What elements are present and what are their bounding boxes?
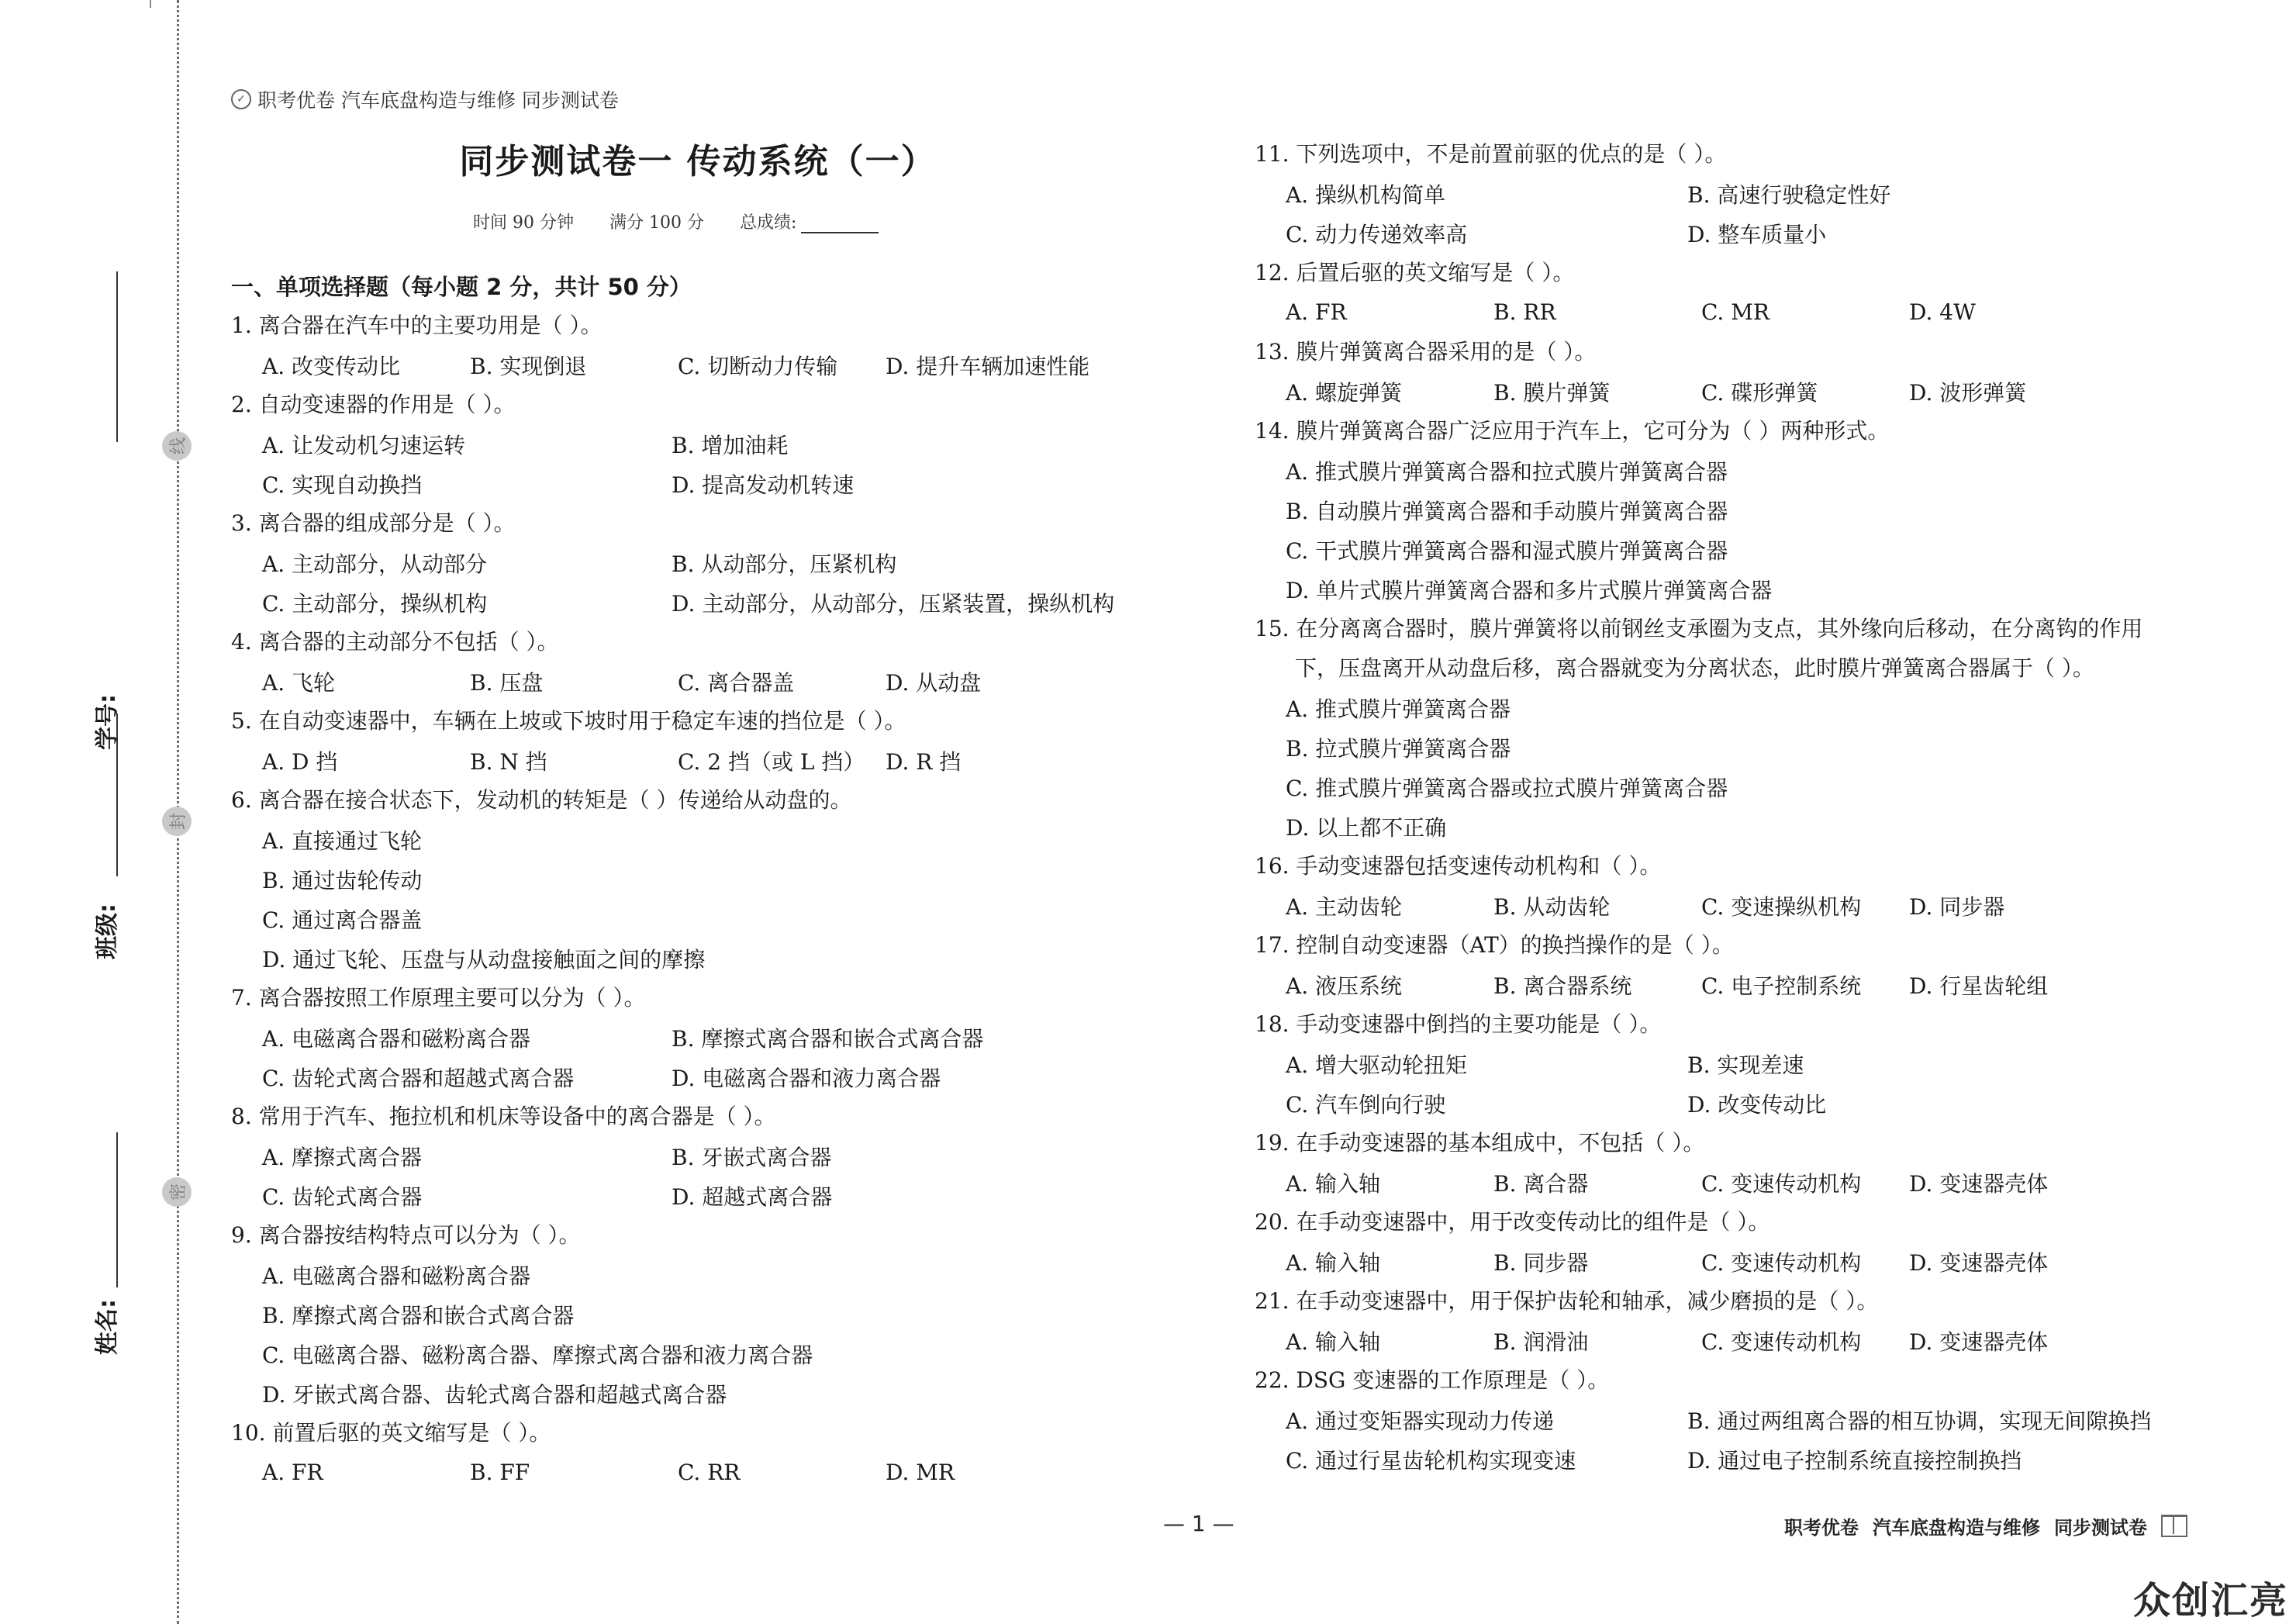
option-row <box>1255 1321 2185 1360</box>
exam-time: 时间 90 分钟 <box>473 213 574 233</box>
question-stem: 20. 在手动变速器中，用于改变传动比的组件是（ ）。 <box>1255 1209 1770 1235</box>
answer-option[interactable]: C. 电磁离合器、磁粉离合器、摩擦式离合器和液力离合器 <box>262 1342 813 1368</box>
question-stem: 9. 离合器按结构特点可以分为（ ）。 <box>231 1222 581 1248</box>
answer-option[interactable]: B. 同步器 <box>1493 1249 1589 1276</box>
option-row <box>231 543 1185 582</box>
answer-option[interactable]: B. N 挡 <box>470 748 547 775</box>
answer-option[interactable]: A. 推式膜片弹簧离合器和拉式膜片弹簧离合器 <box>1286 458 1728 485</box>
option-row <box>231 464 1185 503</box>
answer-option[interactable]: C. 2 挡（或 L 挡） <box>678 748 865 775</box>
question-block <box>1255 253 2185 332</box>
answer-option[interactable]: C. 动力传递效率高 <box>1286 221 1468 247</box>
answer-option[interactable]: D. 从动盘 <box>886 669 982 696</box>
option-row <box>1255 451 2185 490</box>
answer-option[interactable]: B. 摩擦式离合器和嵌合式离合器 <box>672 1025 984 1052</box>
option-row <box>231 1334 1185 1373</box>
answer-option[interactable]: A. D 挡 <box>262 748 338 775</box>
footer-brand-left: 职考优卷 <box>1784 1517 1859 1539</box>
student-id-underline <box>116 271 118 442</box>
book-icon <box>2161 1515 2187 1537</box>
option-row <box>1255 1439 2185 1479</box>
option-row <box>1255 213 2185 253</box>
answer-option[interactable]: D. 同步器 <box>1909 893 2005 920</box>
answer-option[interactable]: C. 电子控制系统 <box>1701 973 1862 999</box>
question-stem: 11. 下列选项中，不是前置前驱的优点的是（ ）。 <box>1255 141 1727 167</box>
question-block <box>1255 609 2185 846</box>
answer-option[interactable]: D. 整车质量小 <box>1687 221 1827 247</box>
question-block <box>231 1215 1185 1413</box>
question-stem: 15. 在分离离合器时，膜片弹簧将以前钢丝支承圈为支点，其外缘向后移动，在分离钩的作用下，压盘离开从动盘后移，离合器就变为分离状态，此时膜片弹簧离合器属于（ ）。 <box>1255 616 2143 681</box>
answer-option[interactable]: C. 变速操纵机构 <box>1701 893 1862 920</box>
answer-option[interactable]: B. 摩擦式离合器和嵌合式离合器 <box>262 1302 575 1329</box>
answer-option[interactable]: A. 电磁离合器和磁粉离合器 <box>262 1025 531 1052</box>
option-row <box>231 820 1185 859</box>
answer-option[interactable]: D. 牙嵌式离合器、齿轮式离合器和超越式离合器 <box>262 1381 727 1408</box>
answer-option[interactable]: A. 摩擦式离合器 <box>262 1144 423 1170</box>
answer-option[interactable]: D. 电磁离合器和液力离合器 <box>672 1065 941 1091</box>
answer-option[interactable]: C. 通过行星齿轮机构实现变速 <box>1286 1447 1576 1474</box>
option-row <box>231 662 1185 701</box>
binding-mark-mi: 密 <box>162 1177 192 1207</box>
answer-option[interactable]: D. 通过电子控制系统直接控制换挡 <box>1687 1447 2022 1474</box>
name-underline <box>116 1132 118 1287</box>
answer-option[interactable]: B. 压盘 <box>470 669 544 696</box>
question-stem: 1. 离合器在汽车中的主要功用是（ ）。 <box>231 313 602 338</box>
binding-mark-xian: 线 <box>162 431 192 461</box>
option-row <box>1255 1400 2185 1439</box>
option-row <box>231 1453 1185 1492</box>
option-row <box>1255 371 2185 411</box>
answer-option[interactable]: D. 主动部分，从动部分，压紧装置，操纵机构 <box>672 590 1115 617</box>
answer-option[interactable]: A. 主动部分，从动部分 <box>262 551 488 577</box>
answer-option[interactable]: A. 通过变矩器实现动力传递 <box>1286 1408 1555 1434</box>
answer-option[interactable]: A. 输入轴 <box>1286 1249 1381 1276</box>
question-block <box>1255 134 2185 253</box>
question-stem: 13. 膜片弹簧离合器采用的是（ ）。 <box>1255 339 1597 365</box>
answer-option[interactable]: C. 变速传动机构 <box>1701 1329 1862 1355</box>
option-row <box>231 1373 1185 1413</box>
option-row <box>1255 1044 2185 1083</box>
right-question-column <box>1255 134 2185 1479</box>
option-row <box>231 938 1185 978</box>
answer-option[interactable]: A. 改变传动比 <box>262 353 401 379</box>
answer-option[interactable]: B. RR <box>1493 299 1556 325</box>
option-row <box>231 1057 1185 1097</box>
answer-option[interactable]: D. MR <box>886 1460 955 1485</box>
question-stem: 2. 自动变速器的作用是（ ）。 <box>231 392 516 417</box>
question-block <box>231 978 1185 1097</box>
option-row <box>1255 569 2185 609</box>
class-underline <box>116 714 118 876</box>
answer-option[interactable]: B. 牙嵌式离合器 <box>672 1144 832 1170</box>
paper-meta <box>473 209 879 233</box>
question-stem: 8. 常用于汽车、拖拉机和机床等设备中的离合器是（ ）。 <box>231 1104 776 1129</box>
question-block <box>231 780 1185 978</box>
footer-brand-mid: 汽车底盘构造与维修 <box>1873 1517 2040 1539</box>
question-block <box>1255 1360 2185 1479</box>
option-row <box>231 424 1185 464</box>
answer-option[interactable]: A. FR <box>262 1460 323 1485</box>
option-row <box>231 1176 1185 1215</box>
answer-option[interactable]: C. RR <box>678 1460 741 1485</box>
question-block <box>231 503 1185 622</box>
question-stem: 16. 手动变速器包括变速传动机构和（ ）。 <box>1255 853 1662 879</box>
question-block <box>1255 1004 2185 1123</box>
page-number: — 1 — <box>1163 1511 1234 1536</box>
footer-brand <box>1784 1512 2187 1539</box>
question-stem: 19. 在手动变速器的基本组成中，不包括（ ）。 <box>1255 1130 1705 1156</box>
question-stem: 22. DSG 变速器的工作原理是（ ）。 <box>1255 1367 1610 1393</box>
answer-option[interactable]: A. 螺旋弹簧 <box>1286 379 1403 406</box>
option-row <box>231 1255 1185 1294</box>
question-stem: 21. 在手动变速器中，用于保护齿轮和轴承，减少磨损的是（ ）。 <box>1255 1288 1879 1314</box>
answer-option[interactable]: C. 齿轮式离合器和超越式离合器 <box>262 1065 575 1091</box>
question-block <box>1255 925 2185 1004</box>
answer-option[interactable]: D. 超越式离合器 <box>672 1183 833 1210</box>
margin-tick <box>150 0 151 8</box>
answer-option[interactable]: D. 提高发动机转速 <box>672 472 855 498</box>
question-block <box>231 385 1185 503</box>
answer-option[interactable]: A. 飞轮 <box>262 669 336 696</box>
question-block <box>231 701 1185 780</box>
option-row <box>1255 886 2185 925</box>
left-question-column <box>231 306 1185 1492</box>
answer-option[interactable]: B. 通过两组离合器的相互协调，实现无间隙换挡 <box>1687 1408 2152 1434</box>
header-brand <box>231 85 619 113</box>
answer-option[interactable]: C. 主动部分，操纵机构 <box>262 590 488 617</box>
answer-option[interactable]: B. 高速行驶稳定性好 <box>1687 181 1891 208</box>
header-brand-text: 职考优卷 汽车底盘构造与维修 同步测试卷 <box>257 89 619 112</box>
option-row <box>1255 767 2185 807</box>
option-row <box>231 1018 1185 1057</box>
answer-option[interactable]: B. 拉式膜片弹簧离合器 <box>1286 735 1511 762</box>
answer-option[interactable]: D. 改变传动比 <box>1687 1091 1827 1118</box>
answer-option[interactable]: A. 操纵机构简单 <box>1286 181 1446 208</box>
answer-option[interactable]: D. R 挡 <box>886 748 962 775</box>
answer-option[interactable]: B. 实现倒退 <box>470 353 587 379</box>
answer-option[interactable]: B. 离合器 <box>1493 1170 1589 1197</box>
question-stem: 17. 控制自动变速器（AT）的换挡操作的是（ ）。 <box>1255 932 1734 958</box>
question-stem: 6. 离合器在接合状态下，发动机的转矩是（ ）传递给从动盘的。 <box>231 787 852 813</box>
option-row <box>231 899 1185 938</box>
option-row <box>1255 727 2185 767</box>
option-row <box>1255 174 2185 213</box>
answer-option[interactable]: C. 干式膜片弹簧离合器和湿式膜片弹簧离合器 <box>1286 537 1728 564</box>
answer-option[interactable]: B. 自动膜片弹簧离合器和手动膜片弹簧离合器 <box>1286 498 1728 524</box>
answer-option[interactable]: C. 切断动力传输 <box>678 353 838 379</box>
option-row <box>1255 688 2185 727</box>
answer-option[interactable]: D. 以上都不正确 <box>1286 814 1447 841</box>
question-stem: 10. 前置后驱的英文缩写是（ ）。 <box>231 1420 551 1446</box>
binding-mark-feng: 封 <box>162 807 192 836</box>
option-row <box>231 582 1185 622</box>
question-stem: 12. 后置后驱的英文缩写是（ ）。 <box>1255 260 1575 285</box>
question-stem: 7. 离合器按照工作原理主要可以分为（ ）。 <box>231 985 646 1011</box>
question-block <box>1255 1281 2185 1360</box>
answer-option[interactable]: A. 推式膜片弹簧离合器 <box>1286 696 1511 722</box>
class-label: 班级: <box>94 904 121 959</box>
option-row <box>231 345 1185 385</box>
total-score-blank[interactable] <box>801 215 879 233</box>
answer-option[interactable]: B. 实现差速 <box>1687 1052 1804 1078</box>
option-row <box>231 859 1185 899</box>
question-stem: 4. 离合器的主动部分不包括（ ）。 <box>231 629 559 655</box>
question-block <box>231 306 1185 385</box>
option-row <box>231 1136 1185 1176</box>
answer-option[interactable]: C. 碟形弹簧 <box>1701 379 1818 406</box>
option-row <box>1255 807 2185 846</box>
answer-option[interactable]: D. 提升车辆加速性能 <box>886 353 1090 379</box>
answer-option[interactable]: B. 从动齿轮 <box>1493 893 1611 920</box>
paper-title: 同步测试卷一 传动系统（一） <box>459 142 937 181</box>
full-score: 满分 100 分 <box>609 213 704 233</box>
answer-option[interactable]: B. 从动部分，压紧机构 <box>672 551 897 577</box>
question-block <box>1255 332 2185 411</box>
option-row <box>1255 1242 2185 1281</box>
option-row <box>1255 965 2185 1004</box>
answer-option[interactable]: D. 通过飞轮、压盘与从动盘接触面之间的摩擦 <box>262 946 706 973</box>
question-block <box>231 1413 1185 1492</box>
student-id-label: 学号: <box>94 694 121 750</box>
section-heading: 一、单项选择题（每小题 2 分，共计 50 分） <box>231 274 692 300</box>
question-block <box>1255 1202 2185 1281</box>
answer-option[interactable]: D. 变速器壳体 <box>1909 1329 2049 1355</box>
answer-option[interactable]: A. 增大驱动轮扭矩 <box>1286 1052 1468 1078</box>
question-stem: 18. 手动变速器中倒挡的主要功能是（ ）。 <box>1255 1011 1662 1037</box>
question-block <box>1255 411 2185 609</box>
total-score-label: 总成绩: <box>739 213 797 233</box>
footer-brand-right: 同步测试卷 <box>2054 1517 2147 1539</box>
answer-option[interactable]: A. 液压系统 <box>1286 973 1403 999</box>
answer-option[interactable]: B. 增加油耗 <box>672 432 789 458</box>
option-row <box>1255 1083 2185 1123</box>
answer-option[interactable]: C. 变速传动机构 <box>1701 1170 1862 1197</box>
option-row <box>1255 292 2185 332</box>
answer-option[interactable]: D. 单片式膜片弹簧离合器和多片式膜片弹簧离合器 <box>1286 577 1773 603</box>
answer-option[interactable]: D. 行星齿轮组 <box>1909 973 2049 999</box>
answer-option[interactable]: D. 波形弹簧 <box>1909 379 2027 406</box>
option-row <box>231 741 1185 780</box>
answer-option[interactable]: B. FF <box>470 1460 530 1485</box>
answer-option[interactable]: C. 通过离合器盖 <box>262 907 423 933</box>
answer-option[interactable]: B. 离合器系统 <box>1493 973 1632 999</box>
watermark: 众创汇亮 <box>2132 1579 2288 1622</box>
answer-option[interactable]: A. 输入轴 <box>1286 1170 1381 1197</box>
name-label: 姓名: <box>94 1299 121 1355</box>
question-block <box>1255 1123 2185 1202</box>
option-row <box>1255 490 2185 530</box>
check-circle-icon: ✓ <box>231 89 251 109</box>
answer-option[interactable]: A. 直接通过飞轮 <box>262 828 423 854</box>
answer-option[interactable]: B. 膜片弹簧 <box>1493 379 1611 406</box>
answer-option[interactable]: C. 汽车倒向行驶 <box>1286 1091 1446 1118</box>
question-block <box>231 622 1185 701</box>
question-block <box>1255 846 2185 925</box>
answer-option[interactable]: B. 通过齿轮传动 <box>262 867 423 893</box>
option-row <box>1255 1163 2185 1202</box>
answer-option[interactable]: D. 变速器壳体 <box>1909 1170 2049 1197</box>
answer-option[interactable]: C. 推式膜片弹簧离合器或拉式膜片弹簧离合器 <box>1286 775 1728 801</box>
answer-option[interactable]: A. 让发动机匀速运转 <box>262 432 466 458</box>
question-stem: 5. 在自动变速器中，车辆在上坡或下坡时用于稳定车速的挡位是（ ）。 <box>231 708 906 734</box>
answer-option[interactable]: D. 4W <box>1909 299 1976 325</box>
answer-option[interactable]: A. 输入轴 <box>1286 1329 1381 1355</box>
question-stem: 14. 膜片弹簧离合器广泛应用于汽车上，它可分为（ ）两种形式。 <box>1255 418 1890 444</box>
answer-option[interactable]: C. MR <box>1701 299 1769 325</box>
answer-option[interactable]: C. 实现自动换挡 <box>262 472 423 498</box>
answer-option[interactable]: C. 变速传动机构 <box>1701 1249 1862 1276</box>
answer-option[interactable]: C. 离合器盖 <box>678 669 795 696</box>
option-row <box>1255 530 2185 569</box>
question-block <box>231 1097 1185 1215</box>
answer-option[interactable]: A. FR <box>1286 299 1347 325</box>
answer-option[interactable]: C. 齿轮式离合器 <box>262 1183 423 1210</box>
answer-option[interactable]: D. 变速器壳体 <box>1909 1249 2049 1276</box>
option-row <box>231 1294 1185 1334</box>
question-stem: 3. 离合器的组成部分是（ ）。 <box>231 510 516 536</box>
answer-option[interactable]: B. 润滑油 <box>1493 1329 1589 1355</box>
total-score <box>740 209 879 233</box>
answer-option[interactable]: A. 电磁离合器和磁粉离合器 <box>262 1263 531 1289</box>
answer-option[interactable]: A. 主动齿轮 <box>1286 893 1403 920</box>
